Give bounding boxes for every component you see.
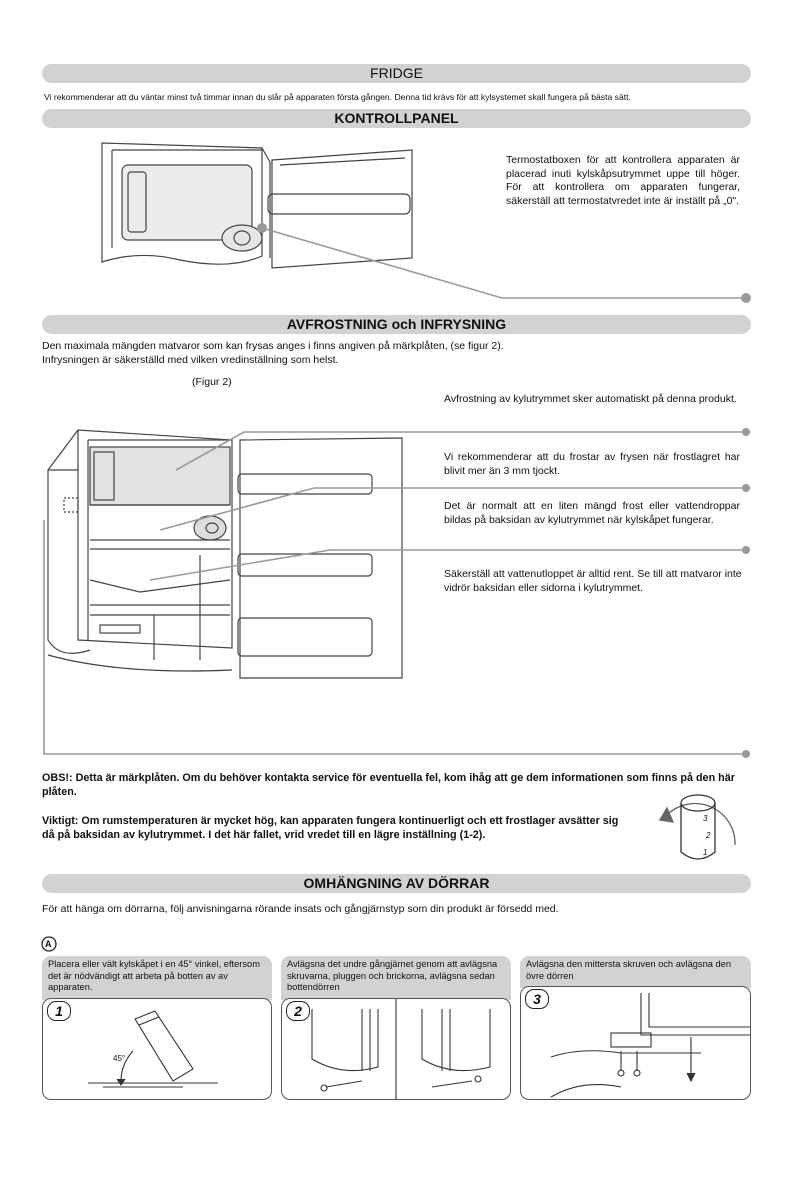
figure-2-label: (Figur 2) (192, 376, 232, 388)
step-2-panel (281, 998, 511, 1100)
callout-dot (257, 223, 267, 233)
step-2-header (281, 956, 511, 1000)
callout-text-defrost: Avfrostning av kylutrymmet sker automatiskt på denna produkt. (444, 393, 737, 405)
step-2-illustration (282, 999, 510, 1099)
omhangning-intro: För att hänga om dörrarna, följ anvisningarna rörande insats och gångjärnstyp som din produkt är försedd med. (42, 903, 559, 915)
omhangning-title-bar (42, 874, 751, 893)
kontrollpanel-title: KONTROLLPANEL (334, 110, 459, 126)
dial-number-1: 1 (703, 848, 708, 857)
avfrostning-title-bar (42, 315, 751, 334)
step-1-number: 1 (47, 1001, 71, 1021)
fridge-open-illustration (48, 430, 402, 678)
step-3-header (520, 956, 751, 988)
callout-dot (741, 293, 751, 303)
step-3-panel (520, 986, 751, 1100)
avfrostning-title: AVFROSTNING och INFRYSNING (286, 316, 507, 332)
avfrostning-line1: Den maximala mängden matvaror som kan frysas anges i finns angiven på märkplåten, (se figur 2). (42, 340, 504, 352)
step-1-illustration (43, 999, 271, 1099)
step-1-text: Placera eller vält kylskåpet i en 45° vinkel, eftersom det är nödvändigt att arbeta på botten av av apparaten. (48, 959, 260, 992)
step-2-number: 2 (286, 1001, 310, 1021)
callout-dot (742, 484, 750, 492)
fridge-control-panel-illustration (102, 143, 412, 268)
viktigt-note: Viktigt: Om rumstemperaturen är mycket hög, kan apparaten fungera kontinuerligt och ett frostlager avsätter sig då på baksidan av kylutrymmet. I det här fallet, vrid vredet till en lägre inställning (1-2). (42, 815, 619, 841)
angle-label: 45° (113, 1054, 126, 1063)
callout-dot (742, 546, 750, 554)
callout-text-water-drops: Det är normalt att en liten mängd frost eller vattendroppar bildas på baksidan av kylutrymmet när kylskåpet fungerar. (444, 500, 740, 526)
step-3-illustration (521, 987, 750, 1099)
step-2-text: Avlägsna det undre gångjärnet genom att avlägsna skruvarna, pluggen och brickorna, avlägsna sedan bottendörren (287, 959, 498, 992)
fridge-intro: Vi rekommenderar att du väntar minst två timmar innan du slår på apparaten första gången. Denna tid krävs för att kylsystemet skall fungera på bästa sätt. (44, 92, 631, 102)
dial-number-3: 3 (703, 814, 708, 823)
omhangning-title: OMHÄNGNING AV DÖRRAR (303, 875, 490, 891)
kontrollpanel-title-bar (42, 109, 751, 128)
avfrostning-line2: Infrysningen är säkerställd med vilken vredinställning som helst. (42, 354, 339, 366)
thermostat-dial-icon (660, 795, 735, 859)
obs-note: OBS!: Detta är märkplåten. Om du behöver kontakta service för eventuella fel, kom ihåg att ge dem informationen som finns på den här plåten. (42, 772, 735, 798)
step-1-header (42, 956, 272, 1000)
dial-number-2: 2 (706, 831, 711, 840)
step-1-panel (42, 998, 272, 1100)
callout-dot (742, 750, 750, 758)
step-3-number: 3 (525, 989, 549, 1009)
callout-text-frost-layer: Vi rekommenderar att du frostar av frysen när frostlagret har blivit mer än 3 mm tjockt. (444, 451, 740, 477)
step-3-text: Avlägsna den mittersta skruven och avlägsna den övre dörren (526, 959, 731, 981)
kontrollpanel-description: Termostatboxen för att kontrollera apparaten är placerad inuti kylskåpsutrymmet uppe till höger. För att kontrollera om apparaten fungerar, säkerställ att termostatvredet inte är inställt på „0". (506, 154, 740, 207)
callout-dot (742, 428, 750, 436)
fridge-title-bar (42, 64, 751, 83)
callout-text-drain: Säkerställ att vattenutloppet är alltid rent. Se till att matvaror inte vidrör baksidan eller sidorna i kylutrymmet. (444, 568, 742, 594)
section-a-label: A (45, 939, 52, 949)
fridge-title: FRIDGE (370, 65, 423, 81)
